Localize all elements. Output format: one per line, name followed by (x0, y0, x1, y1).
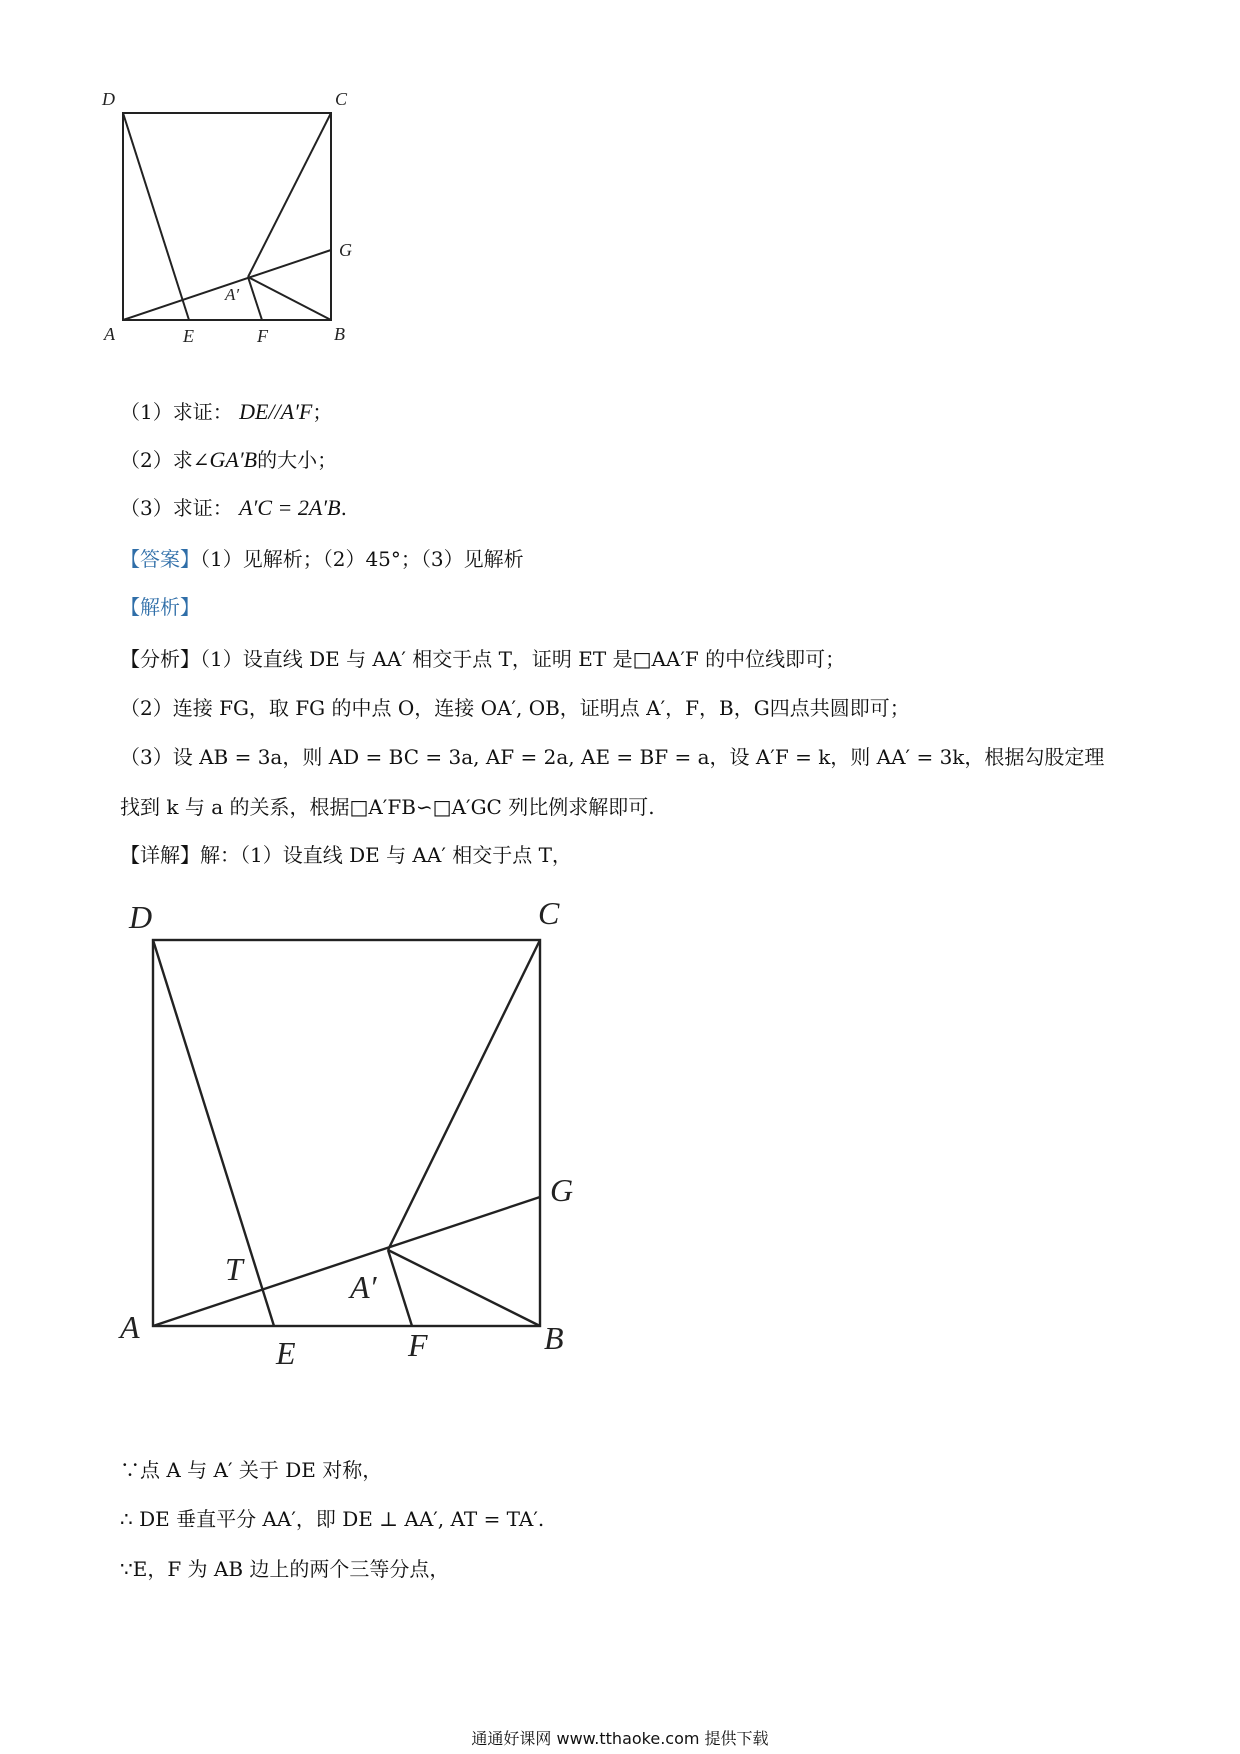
label-e: E (183, 326, 194, 346)
label-a: A (104, 324, 115, 344)
figure-2 (100, 890, 620, 1390)
footer: 通通好课网 www.tthaoke.com 提供下载 (471, 1729, 769, 1748)
label-b-large: B (544, 1320, 564, 1356)
segment-ag-large (153, 1197, 540, 1326)
label-a-prime: A′ (225, 285, 240, 304)
label-g-large: G (550, 1172, 574, 1208)
label-b: B (334, 324, 345, 344)
label-f: F (257, 326, 268, 346)
label-c: C (335, 90, 348, 109)
segment-de-large (153, 940, 274, 1326)
segment-a-prime-c (248, 113, 331, 277)
proof-line-2: ∴ DE 垂直平分 AA′，即 DE ⊥ AA′, AT = TA′. (120, 1507, 545, 1531)
label-f-large: F (408, 1327, 428, 1363)
label-t-large: T (225, 1251, 243, 1287)
label-c-large: C (538, 895, 560, 931)
fenxi-line-1: 【分析】（1）设直线 DE 与 AA′ 相交于点 T，证明 ET 是□AA′F 的中位线即可； (120, 647, 846, 671)
label-d-large: D (129, 899, 153, 935)
xiangjie: 【详解】解：（1）设直线 DE 与 AA′ 相交于点 T， (120, 843, 572, 867)
label-g: G (339, 240, 352, 260)
proof-line-3: ∵E，F 为 AB 边上的两个三等分点， (120, 1557, 450, 1581)
fenxi-line-2: （2）连接 FG，取 FG 的中点 O，连接 OA′, OB，证明点 A′，F，B，G四点共圆即可； (120, 696, 910, 720)
segment-de (123, 113, 189, 320)
analysis-tag: 【解析】 (120, 595, 200, 619)
square-abcd-large (153, 940, 540, 1326)
label-a-prime-large: A′ (350, 1269, 377, 1305)
proof-line-1: ∵点 A 与 A′ 关于 DE 对称， (120, 1458, 383, 1482)
fenxi-line-4: 找到 k 与 a 的关系，根据□A′FB∽□A′GC 列比例求解即可. (120, 795, 655, 819)
figure-1 (100, 90, 380, 390)
label-e-large: E (276, 1335, 296, 1371)
answer-tag: 【答案】 (120, 547, 200, 571)
question-1: （1）求证： DE//A′F； (120, 399, 333, 424)
answer: 【答案】（1）见解析；（2）45°；（3）见解析 (120, 547, 524, 571)
segment-a-prime-b-large (388, 1250, 540, 1326)
question-2: （2）求∠GA′B的大小； (120, 447, 338, 472)
label-d: D (102, 90, 115, 109)
question-3: （3）求证： A′C = 2A′B. (120, 495, 347, 520)
label-a-large: A (120, 1309, 140, 1345)
fenxi-line-3: （3）设 AB = 3a，则 AD = BC = 3a, AF = 2a, AE = BF = a，设 A′F = k，则 AA′ = 3k，根据勾股定理 (120, 745, 1105, 769)
